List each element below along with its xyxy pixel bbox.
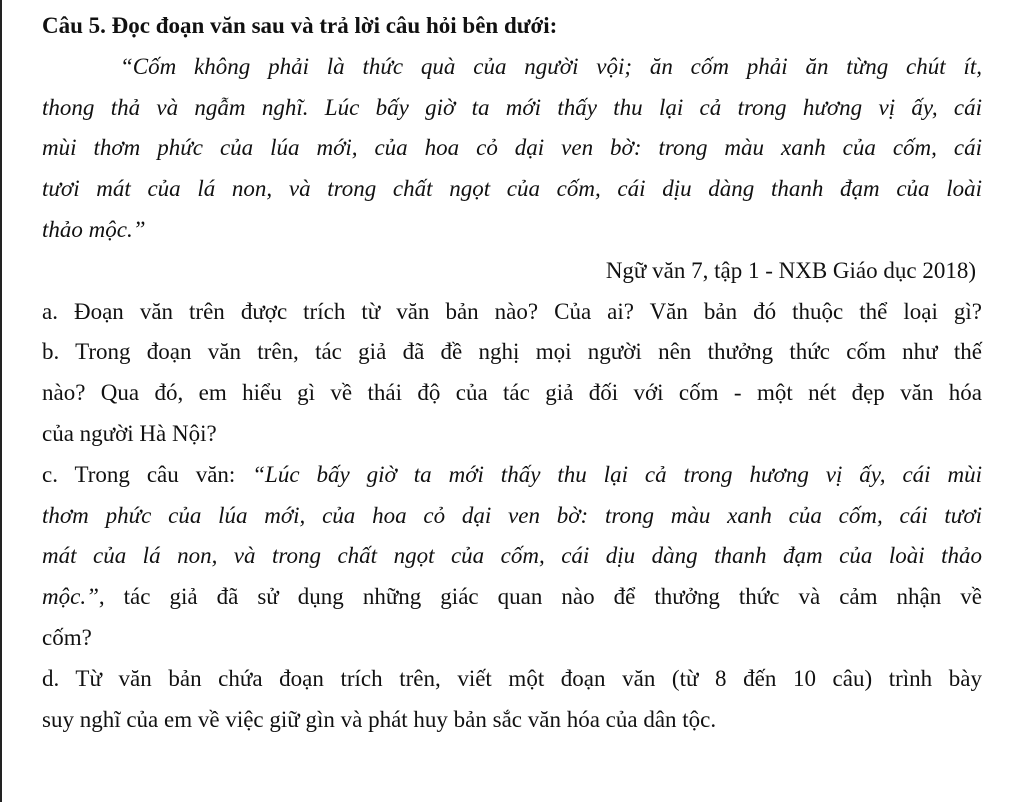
part-d-line-1: d. Từ văn bản chứa đoạn trích trên, viết một đoạn văn (từ 8 đến 10 câu) trình bày bbox=[42, 665, 982, 691]
passage-line-3: mùi thơm phức của lúa mới, của hoa cỏ dại ven bờ: trong màu xanh của cốm, cái bbox=[42, 135, 982, 161]
part-c-line-3: mát của lá non, và trong chất ngọt của cốm, cái dịu dàng thanh đạm của loài thảo bbox=[42, 543, 982, 569]
part-c-quote-1: “Lúc bấy giờ ta mới thấy thu lại cả trong hương vị ấy, cái mùi bbox=[252, 461, 982, 487]
part-c-line-1 bbox=[42, 455, 982, 496]
part-c-line-5: cốm? bbox=[42, 624, 92, 650]
exam-question bbox=[42, 6, 982, 740]
part-b-line-3: của người Hà Nội? bbox=[42, 420, 217, 446]
passage-line-2: thong thả và ngẫm nghĩ. Lúc bấy giờ ta mới thấy thu lại cả trong hương vị ấy, cái bbox=[42, 94, 982, 120]
part-c-rest-4: , tác giả đã sử dụng những giác quan nào để thưởng thức và cảm nhận về bbox=[98, 584, 982, 610]
part-c-line-2: thơm phức của lúa mới, của hoa cỏ dại ven bờ: trong màu xanh của cốm, cái tươi bbox=[42, 502, 982, 528]
passage-source: Ngữ văn 7, tập 1 - NXB Giáo dục 2018) bbox=[605, 257, 976, 283]
passage-line-1: “Cốm không phải là thức quà của người vội; ăn cốm phải ăn từng chút ít, bbox=[120, 53, 982, 79]
part-b-line-1: b. Trong đoạn văn trên, tác giả đã đề nghị mọi người nên thưởng thức cốm như thế bbox=[42, 339, 982, 365]
part-b-line-2: nào? Qua đó, em hiểu gì về thái độ của tác giả đối với cốm - một nét đẹp văn hóa bbox=[42, 380, 982, 406]
passage-line-4: tươi mát của lá non, và trong chất ngọt của cốm, cái dịu dàng thanh đạm của loài bbox=[42, 176, 982, 202]
part-c-line-4 bbox=[42, 577, 982, 618]
part-c-quote-4: mộc.” bbox=[42, 584, 99, 610]
page-left-border bbox=[0, 0, 2, 802]
part-d-line-2: suy nghĩ của em về việc giữ gìn và phát huy bản sắc văn hóa của dân tộc. bbox=[42, 706, 717, 732]
question-title: Câu 5. Đọc đoạn văn sau và trả lời câu hỏi bên dưới: bbox=[42, 13, 558, 38]
part-a: a. Đoạn văn trên được trích từ văn bản nào? Của ai? Văn bản đó thuộc thể loại gì? bbox=[42, 298, 982, 324]
passage-line-5: thảo mộc.” bbox=[42, 216, 146, 242]
part-c-prefix: c. Trong câu văn: bbox=[42, 461, 253, 487]
